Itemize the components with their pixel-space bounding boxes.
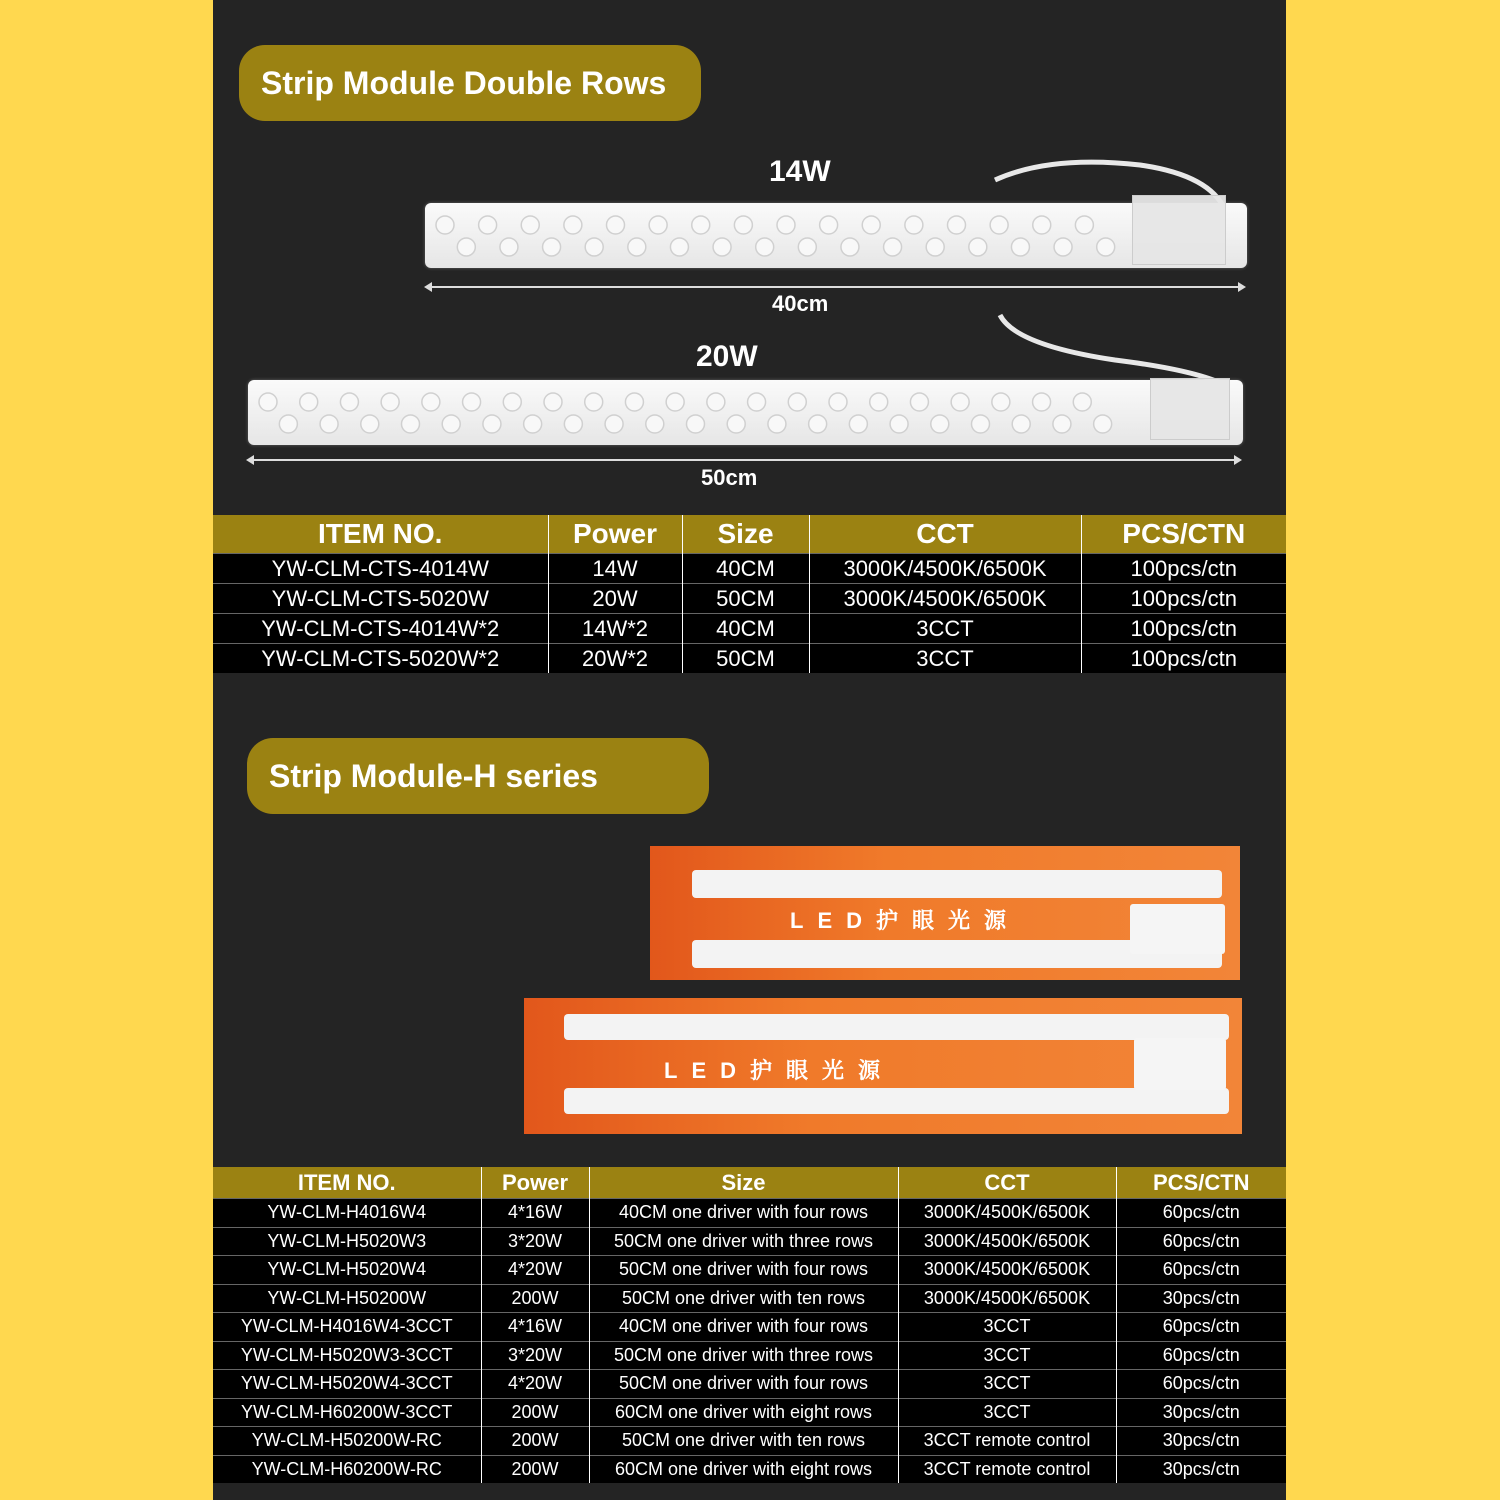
led-bead [381,393,399,411]
led-bead [692,216,710,234]
table-row [213,584,1286,614]
led-bead [990,216,1008,234]
table-cell: YW-CLM-H4016W4 [213,1199,481,1228]
led-bead [436,216,454,234]
driver-box-pack-1 [1130,904,1225,954]
table-cell: 3000K/4500K/6500K [898,1227,1116,1256]
table-cell: 50CM one driver with four rows [589,1256,898,1285]
led-bead [544,393,562,411]
table-cell: 50CM [682,644,809,674]
led-bead [503,393,521,411]
led-beads-20w [248,380,1243,445]
led-bead [564,216,582,234]
driver-box-pack-2 [1134,1038,1226,1090]
table-cell: 200W [481,1427,589,1456]
led-bead [948,216,966,234]
column-header: ITEM NO. [213,515,548,554]
led-bead [884,238,902,256]
led-bead [809,415,827,433]
led-bead [1012,415,1030,433]
column-header: CCT [809,515,1081,554]
table-cell: 20W*2 [548,644,682,674]
led-bead [788,393,806,411]
led-bead [734,216,752,234]
table-cell: YW-CLM-H5020W4-3CCT [213,1370,481,1399]
led-bead [628,238,646,256]
table-cell: YW-CLM-H5020W3-3CCT [213,1341,481,1370]
led-bead [951,393,969,411]
table-row [213,1199,1286,1228]
driver-box-14w [1132,195,1226,265]
table-cell: 200W [481,1284,589,1313]
power-label-20w: 20W [696,340,758,373]
table-cell: 14W*2 [548,614,682,644]
led-bead [483,415,501,433]
table-cell: YW-CLM-H50200W-RC [213,1427,481,1456]
led-bead [687,415,705,433]
led-bead [768,415,786,433]
table-cell: 60pcs/ctn [1116,1313,1286,1342]
table-cell: 100pcs/ctn [1081,554,1286,584]
led-bead [585,393,603,411]
led-bead [500,238,518,256]
led-bead [1033,216,1051,234]
table-cell: 100pcs/ctn [1081,584,1286,614]
led-bead [1094,415,1112,433]
led-bead [524,415,542,433]
table-row [213,1341,1286,1370]
led-bead [479,216,497,234]
led-bead [422,393,440,411]
led-bead [870,393,888,411]
led-bead [1011,238,1029,256]
package-five-rows [524,998,1242,1134]
led-bead [1097,238,1115,256]
power-label-14w: 14W [769,155,831,188]
table-cell: YW-CLM-H60200W-RC [213,1455,481,1483]
table-row [213,1227,1286,1256]
table-cell: YW-CLM-CTS-5020W*2 [213,644,548,674]
led-bead [259,393,277,411]
led-bead [713,238,731,256]
table-cell: 60pcs/ctn [1116,1256,1286,1285]
led-bead [931,415,949,433]
column-header: Size [682,515,809,554]
table-cell: 3CCT [898,1398,1116,1427]
table-row [213,1313,1286,1342]
led-bead [905,216,923,234]
column-header: PCS/CTN [1116,1167,1286,1199]
led-bead [969,238,987,256]
led-bead [320,415,338,433]
led-bead [727,415,745,433]
table-row [213,1256,1286,1285]
column-header: Power [548,515,682,554]
table-cell: YW-CLM-H4016W4-3CCT [213,1313,481,1342]
package-four-rows [650,846,1240,980]
strip-row-top [564,1014,1229,1040]
table-row [213,1427,1286,1456]
table-cell: 60CM one driver with eight rows [589,1398,898,1427]
table-cell: 3*20W [481,1341,589,1370]
column-header: Power [481,1167,589,1199]
table-row [213,644,1286,674]
table-cell: 4*16W [481,1313,589,1342]
led-bead [1054,238,1072,256]
table-cell: 3CCT [809,614,1081,644]
led-bead [585,238,603,256]
table-cell: 40CM one driver with four rows [589,1313,898,1342]
table-cell: 60CM one driver with eight rows [589,1455,898,1483]
led-bead [1075,216,1093,234]
led-bead [564,415,582,433]
package-label: LED护眼光源 [664,1058,895,1083]
table-cell: 30pcs/ctn [1116,1398,1286,1427]
section-title-h-series: Strip Module-H series [247,738,709,814]
package-label: LED护眼光源 [790,908,1021,933]
table-cell: 50CM one driver with four rows [589,1370,898,1399]
table-cell: YW-CLM-H5020W4 [213,1256,481,1285]
table-cell: 3CCT [809,644,1081,674]
table-row [213,1398,1286,1427]
table-header-row [213,515,1286,554]
led-bead [707,393,725,411]
table-row [213,554,1286,584]
led-bead [300,393,318,411]
table-cell: 60pcs/ctn [1116,1227,1286,1256]
strip-row-bottom [564,1088,1229,1114]
h-series-spec-table [213,1167,1286,1483]
column-header: ITEM NO. [213,1167,481,1199]
led-bead [607,216,625,234]
table-cell: 50CM one driver with three rows [589,1227,898,1256]
led-bead [666,393,684,411]
table-cell: 3CCT remote control [898,1427,1116,1456]
led-bead [992,393,1010,411]
led-bead [646,415,664,433]
led-bead [463,393,481,411]
table-cell: 30pcs/ctn [1116,1284,1286,1313]
table-cell: 60pcs/ctn [1116,1341,1286,1370]
table-cell: 40CM [682,554,809,584]
led-bead [972,415,990,433]
table-cell: YW-CLM-CTS-4014W*2 [213,614,548,644]
led-bead [649,216,667,234]
table-cell: 3CCT [898,1370,1116,1399]
table-cell: 60pcs/ctn [1116,1370,1286,1399]
led-strip-20w [248,380,1243,445]
table-cell: YW-CLM-CTS-5020W [213,584,548,614]
dimension-line-50cm [248,459,1240,461]
table-cell: YW-CLM-H50200W [213,1284,481,1313]
table-cell: 3CCT remote control [898,1455,1116,1483]
table-cell: 200W [481,1455,589,1483]
led-bead [777,216,795,234]
led-bead [849,415,867,433]
led-bead [1073,393,1091,411]
table-cell: 50CM [682,584,809,614]
table-cell: 40CM one driver with four rows [589,1199,898,1228]
led-bead [457,238,475,256]
table-cell: YW-CLM-H60200W-3CCT [213,1398,481,1427]
table-cell: 40CM [682,614,809,644]
table-cell: 3000K/4500K/6500K [898,1256,1116,1285]
led-bead [820,216,838,234]
led-bead [756,238,774,256]
table-cell: 20W [548,584,682,614]
led-beads-14w [425,203,1247,268]
led-bead [543,238,561,256]
led-bead [926,238,944,256]
table-cell: YW-CLM-CTS-4014W [213,554,548,584]
led-bead [829,393,847,411]
led-bead [748,393,766,411]
table-cell: 3CCT [898,1341,1116,1370]
table-row [213,614,1286,644]
dimension-label-40cm: 40cm [772,291,829,316]
table-cell: 50CM one driver with three rows [589,1341,898,1370]
table-row [213,1370,1286,1399]
table-cell: YW-CLM-H5020W3 [213,1227,481,1256]
table-cell: 30pcs/ctn [1116,1427,1286,1456]
led-strip-14w [425,203,1247,268]
dimension-line-40cm [426,286,1244,288]
table-cell: 3000K/4500K/6500K [898,1199,1116,1228]
led-bead [340,393,358,411]
led-bead [862,216,880,234]
table-cell: 100pcs/ctn [1081,644,1286,674]
led-bead [521,216,539,234]
dimension-label-50cm: 50cm [701,465,758,490]
table-cell: 200W [481,1398,589,1427]
led-bead [890,415,908,433]
table-cell: 14W [548,554,682,584]
led-bead [442,415,460,433]
led-bead [1053,415,1071,433]
strip-row-top [692,870,1222,898]
led-bead [402,415,420,433]
led-bead [798,238,816,256]
led-bead [841,238,859,256]
led-bead [670,238,688,256]
table-row [213,1455,1286,1483]
led-bead [1033,393,1051,411]
table-cell: 4*20W [481,1256,589,1285]
table-cell: 100pcs/ctn [1081,614,1286,644]
column-header: CCT [898,1167,1116,1199]
table-cell: 3CCT [898,1313,1116,1342]
column-header: PCS/CTN [1081,515,1286,554]
table-cell: 3000K/4500K/6500K [898,1284,1116,1313]
table-cell: 4*20W [481,1370,589,1399]
table-cell: 30pcs/ctn [1116,1455,1286,1483]
driver-box-20w [1150,378,1230,440]
section-title-double-rows: Strip Module Double Rows [239,45,701,121]
table-row [213,1284,1286,1313]
table-cell: 50CM one driver with ten rows [589,1284,898,1313]
led-bead [279,415,297,433]
table-cell: 3*20W [481,1227,589,1256]
table-cell: 3000K/4500K/6500K [809,554,1081,584]
led-bead [910,393,928,411]
table-cell: 60pcs/ctn [1116,1199,1286,1228]
table-header-row [213,1167,1286,1199]
led-bead [361,415,379,433]
table-cell: 50CM one driver with ten rows [589,1427,898,1456]
led-bead [625,393,643,411]
led-bead [605,415,623,433]
table-cell: 3000K/4500K/6500K [809,584,1081,614]
table-cell: 4*16W [481,1199,589,1228]
double-rows-spec-table [213,515,1286,673]
column-header: Size [589,1167,898,1199]
